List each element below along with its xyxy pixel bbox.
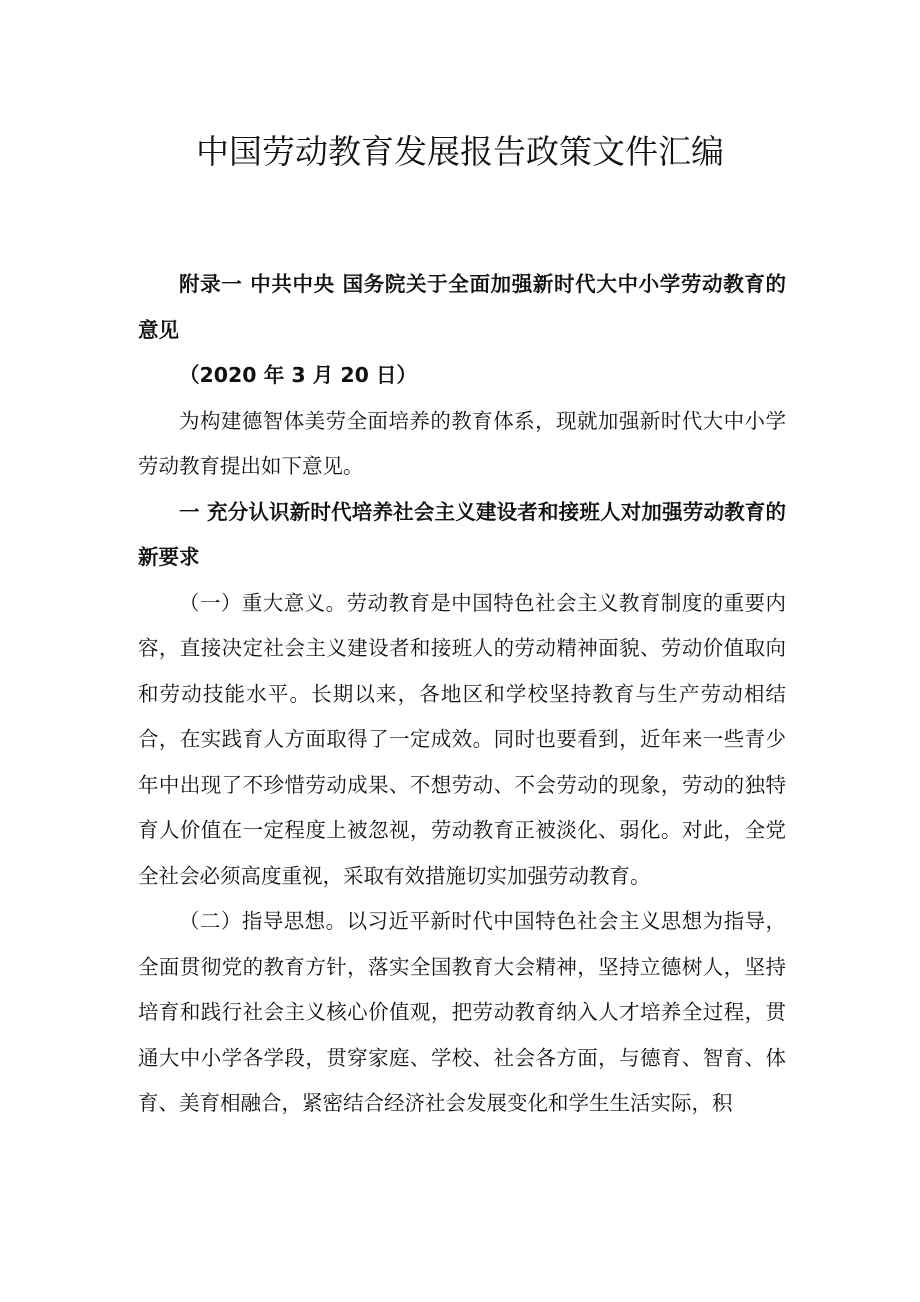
document-date: （2020 年 3 月 20 日）: [179, 363, 418, 387]
section-heading: 一 充分认识新时代培养社会主义建设者和接班人对加强劳动教育的新要求: [138, 499, 786, 569]
document-title: 中国劳动教育发展报告政策文件汇编: [196, 132, 724, 171]
document-body: [138, 262, 786, 1127]
paragraph-guiding-thought: （二）指导思想。以习近平新时代中国特色社会主义思想为指导，全面贯彻党的教育方针，落实全国教育大会精神，坚持立德树人，坚持培育和践行社会主义核心价值观，把劳动教育纳入人才培养全过程，贯通大中小学各学段，贯穿家庭、学校、社会各方面，与德育、智育、体育、美育相融合，紧密结合经济社会发展变化和学生生活实际，积: [138, 909, 786, 1115]
intro-paragraph: 为构建德智体美劳全面培养的教育体系，现就加强新时代大中小学劳动教育提出如下意见。: [138, 408, 786, 478]
paragraph-significance: （一）重大意义。劳动教育是中国特色社会主义教育制度的重要内容，直接决定社会主义建设者和接班人的劳动精神面貌、劳动价值取向和劳动技能水平。长期以来，各地区和学校坚持教育与生产劳动相结合，在实践育人方面取得了一定成效。同时也要看到，近年来一些青少年中出现了不珍惜劳动成果、不想劳动、不会劳动的现象，劳动的独特育人价值在一定程度上被忽视，劳动教育正被淡化、弱化。对此，全党全社会必须高度重视，采取有效措施切实加强劳动教育。: [138, 590, 786, 888]
appendix-heading: 附录一 中共中央 国务院关于全面加强新时代大中小学劳动教育的意见: [138, 272, 786, 342]
